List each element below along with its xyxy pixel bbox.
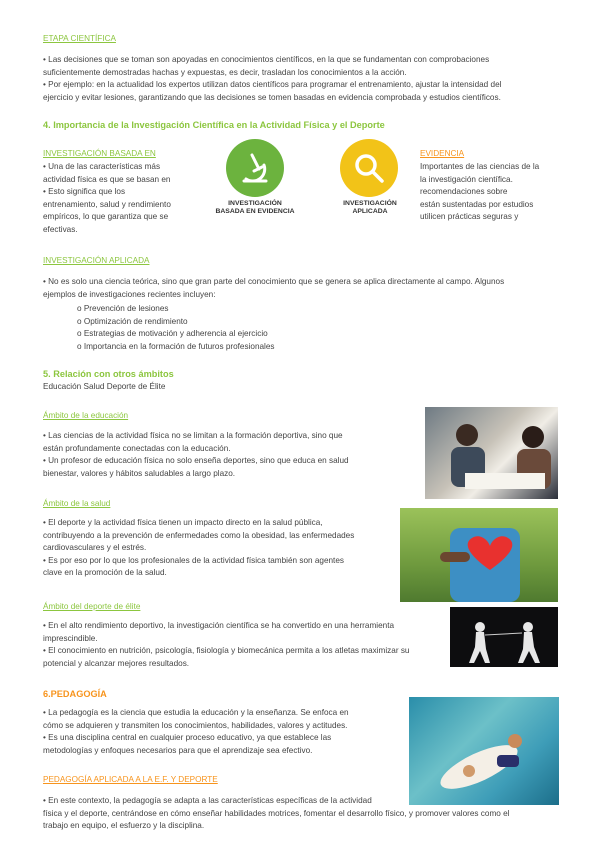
text-line: • Las ciencias de la actividad física no se limitan a la formación deportiva, sino que — [43, 431, 343, 440]
applied-research-title: INVESTIGACIÓN APLICADA — [43, 256, 150, 265]
applied-research-text — [43, 276, 563, 301]
evidence-right-text — [420, 161, 570, 224]
text-line: cómo se adquieren y transmiten los conocimientos, habilidades, valores y actitudes. — [43, 720, 348, 730]
text-line: física y el deporte, centrándose en cómo enseñar habilidades motrices, fomentar el desarrollo físico, y promover valores como el — [43, 808, 510, 818]
health-title: Ámbito de la salud — [43, 499, 111, 508]
text-line: • La pedagogía es la ciencia que estudia la educación y la enseñanza. Se enfoca en — [43, 708, 349, 717]
text-line: • En este contexto, la pedagogía se adapta a las características específicas de la actividad — [43, 796, 372, 805]
caption-line: INVESTIGACIÓN — [343, 200, 397, 207]
text-line: imprescindible. — [43, 633, 98, 643]
list-item: o Estrategias de motivación y adherencia al ejercicio — [77, 329, 268, 339]
icon2-caption — [320, 200, 420, 216]
text-line: bienestar, valores y hábitos saludables a largo plazo. — [43, 468, 236, 478]
text-line: potencial y alcanzar mejores resultados. — [43, 658, 190, 668]
evidence-left-title: INVESTIGACIÓN BASADA EN — [43, 149, 156, 158]
text-line: • El conocimiento en nutrición, psicología, fisiología y biomecánica permita a los atletas maximizar su — [43, 646, 410, 656]
caption-line: INVESTIGACIÓN — [228, 200, 282, 207]
heart-photo — [400, 508, 558, 602]
text-line: • No es solo una ciencia teórica, sino que gran parte del conocimiento que se genera se aplica directamente al campo. Algunos — [43, 277, 505, 286]
applied-research-list — [77, 303, 377, 353]
caption-line: BASADA EN EVIDENCIA — [215, 208, 295, 215]
text-line: entrenamiento, salud y rendimiento — [43, 199, 171, 209]
icon1-caption — [200, 200, 310, 216]
text-line: están sustentadas por estudios — [420, 199, 534, 209]
section4-title: 4. Importancia de la Investigación Científica en la Actividad Física y el Deporte — [43, 120, 385, 130]
students-photo — [425, 407, 558, 499]
text-line: • Esto significa que los — [43, 187, 126, 197]
text-line: trabajo en equipo, el esfuerzo y la disciplina. — [43, 821, 205, 831]
text-line: efectivas. — [43, 224, 78, 234]
pedagogy-text — [43, 707, 403, 757]
text-line: • Es por eso por lo que los profesionales de la actividad física también son agentes — [43, 555, 344, 565]
text-line: Importantes de las ciencias de la — [420, 162, 540, 171]
evidence-left-text — [43, 161, 218, 237]
text-line: utilicen prácticas seguras y — [420, 212, 519, 222]
text-line: • En el alto rendimiento deportivo, la investigación científica se ha convertido en una herramienta — [43, 621, 395, 630]
text-line: ejercicio y evitar lesiones, garantizando que las decisiones se tomen basadas en evidencia comprobada y estudios científicos. — [43, 92, 501, 102]
education-title: Ámbito de la educación — [43, 411, 129, 420]
text-line: actividad física es que se basan en — [43, 174, 171, 184]
pedagogy-applied-text — [43, 795, 563, 833]
text-line: están profundamente conectadas con la educación. — [43, 443, 231, 453]
text-line: cardiovasculares y el estrés. — [43, 543, 147, 553]
text-line: • Una de las características más — [43, 162, 161, 171]
magnifier-icon — [340, 139, 398, 197]
text-line: contribuyendo a la prevención de enfermedades como la obesidad, las enfermedades — [43, 530, 355, 540]
text-line: la investigación científica. — [420, 174, 513, 184]
text-line: • Las decisiones que se toman son apoyadas en conocimientos científicos, en la que se fundamentan con comprobaciones — [43, 55, 490, 64]
list-item: o Prevención de lesiones — [77, 304, 169, 313]
section5-title: 5. Relación con otros ámbitos — [43, 369, 174, 379]
text-line: • Por ejemplo: en la actualidad los expertos utilizan datos científicos para programar el entrenamiento, ajustar la intensidad del — [43, 80, 502, 90]
list-item: o Importancia en la formación de futuros profesionales — [77, 341, 275, 351]
caption-line: APLICADA — [352, 208, 388, 215]
education-text — [43, 430, 423, 480]
fencing-photo — [450, 607, 558, 667]
text-line: • El deporte y la actividad física tienen un impacto directo en la salud pública, — [43, 518, 323, 527]
text-line: ejemplos de investigaciones recientes incluyen: — [43, 289, 216, 299]
text-line: recomendaciones sobre — [420, 187, 508, 197]
elite-title: Ámbito del deporte de élite — [43, 602, 141, 611]
elite-text — [43, 620, 443, 670]
list-item: o Optimización de rendimiento — [77, 316, 188, 326]
text-line: metodologías y enfoques necesarios para que el aprendizaje sea efectivo. — [43, 745, 313, 755]
text-line: empíricos, lo que garantiza que se — [43, 212, 169, 222]
pedagogy-applied-title: PEDAGOGÍA APLICADA A LA E.F. Y DEPORTE — [43, 775, 218, 784]
health-text — [43, 517, 403, 580]
text-line: clave en la promoción de la salud. — [43, 568, 167, 578]
section5-subtitle: Educación Salud Deporte de Élite — [43, 382, 166, 391]
text-line: • Es una disciplina central en cualquier proceso educativo, ya que establece las — [43, 733, 332, 743]
evidence-right-title: EVIDENCIA — [420, 149, 465, 158]
swimming-photo — [409, 697, 559, 805]
text-line: suficientemente demostradas hachas y expuestas, es decir, trasladan los conocimientos a la acción. — [43, 67, 407, 77]
section6-title: 6.PEDAGOGÍA — [43, 689, 107, 699]
etapa-text — [43, 54, 563, 104]
etapa-title: ETAPA CIENTÍFICA — [43, 34, 116, 43]
text-line: • Un profesor de educación física no solo enseña deportes, sino que educa en salud — [43, 456, 349, 466]
microscope-icon — [226, 139, 284, 197]
